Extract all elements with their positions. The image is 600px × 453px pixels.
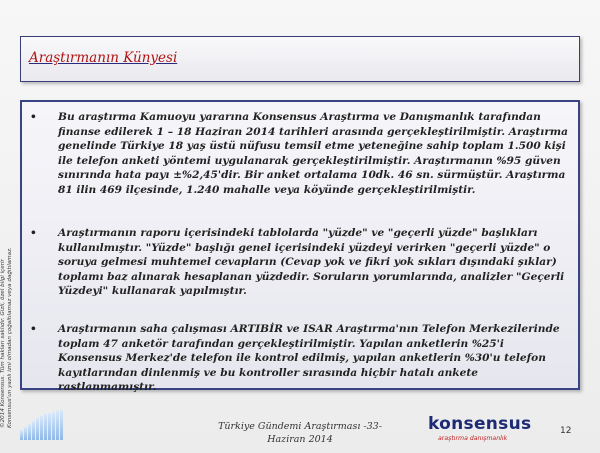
page-number: 12 — [560, 426, 572, 436]
footer-line: Haziran 2014 — [267, 434, 333, 445]
content-box — [20, 100, 580, 394]
copyright-note — [0, 168, 22, 428]
bullet-text: Bu araştırma Kamuoyu yararına Konsensus Araştırma ve Danışmanlık tarafından finanse edilerek 1 – 18 Haziran 2014 tarihleri arasında gerçekleştirilmiştir. Araştırma genelinde Türkiye 18 yaş üstü nüfusu temsil etme yeteneğine sahip toplam 1.500 kişi ile telefon anketi yöntemi uygulanarak gerçekleştirilmiştir. Araştırmanın %95 güven sınırında hata payı ±%2,45'dir. Bir anket ortalama 10dk. 46 sn. sürmüştür. Araştırma 81 ilin 469 ilçesinde, 1.240 mahalle veya köyünde gerçekleştirilmiştir. — [58, 111, 568, 196]
footer-line: Türkiye Gündemi Araştırması -33- — [218, 421, 382, 432]
logo-tagline: araştırma danışmanlık — [438, 435, 508, 442]
bullet-dot: • — [30, 227, 37, 239]
bullet-dot: • — [30, 111, 37, 123]
bullet-item — [30, 322, 570, 395]
copyright-line: ©2014 Konsensus. Tüm hakları saklıdır. Gizli, özel bilgi içerir — [0, 259, 6, 428]
bullet-dot: • — [30, 323, 37, 335]
bullet-item — [30, 110, 570, 198]
slide-title: Araştırmanın Künyesi — [29, 50, 178, 66]
footer-caption — [200, 420, 400, 446]
bullet-text: Araştırmanın saha çalışması ARTIBİR ve ISAR Araştırma'nın Telefon Merkezilerinde toplam 47 anketör tarafından gerçekleştirilmiştir. Yapılan anketlerin %25'i Konsensus Merkez'de telefon ile kontrol edilmiş, yapılan anketlerin %30'u telefon kayıtlarından dinlenmiş ve bu kontroller sırasında hiçbir hatalı ankete rastlanmamıştır. — [58, 323, 560, 394]
title-box — [20, 36, 580, 82]
copyright-line: Konsensus'un yazılı izni olmadan çoğaltılamaz veya dağıtılamaz. — [7, 247, 13, 428]
decorative-bars-icon — [20, 410, 66, 440]
bullet-text: Araştırmanın raporu içerisindeki tablolarda "yüzde" ve "geçerli yüzde" başlıkları kullanılmıştır. "Yüzde" başlığı genel içerisindeki yüzdeyi verirken "geçerli yüzde" o soruya gelmesi muhtemel cevapların (Cevap yok ve fikri yok sıkları dışındaki şıklar) toplamı baz alınarak hesaplanan yüzdedir. Soruların yorumlarında, analizler "Geçerli Yüzdeyi" kullanarak yapılmıştır. — [58, 227, 565, 298]
bullet-item — [30, 226, 570, 299]
konsensus-logo — [428, 414, 546, 446]
logo-word: konsensus — [428, 414, 532, 434]
